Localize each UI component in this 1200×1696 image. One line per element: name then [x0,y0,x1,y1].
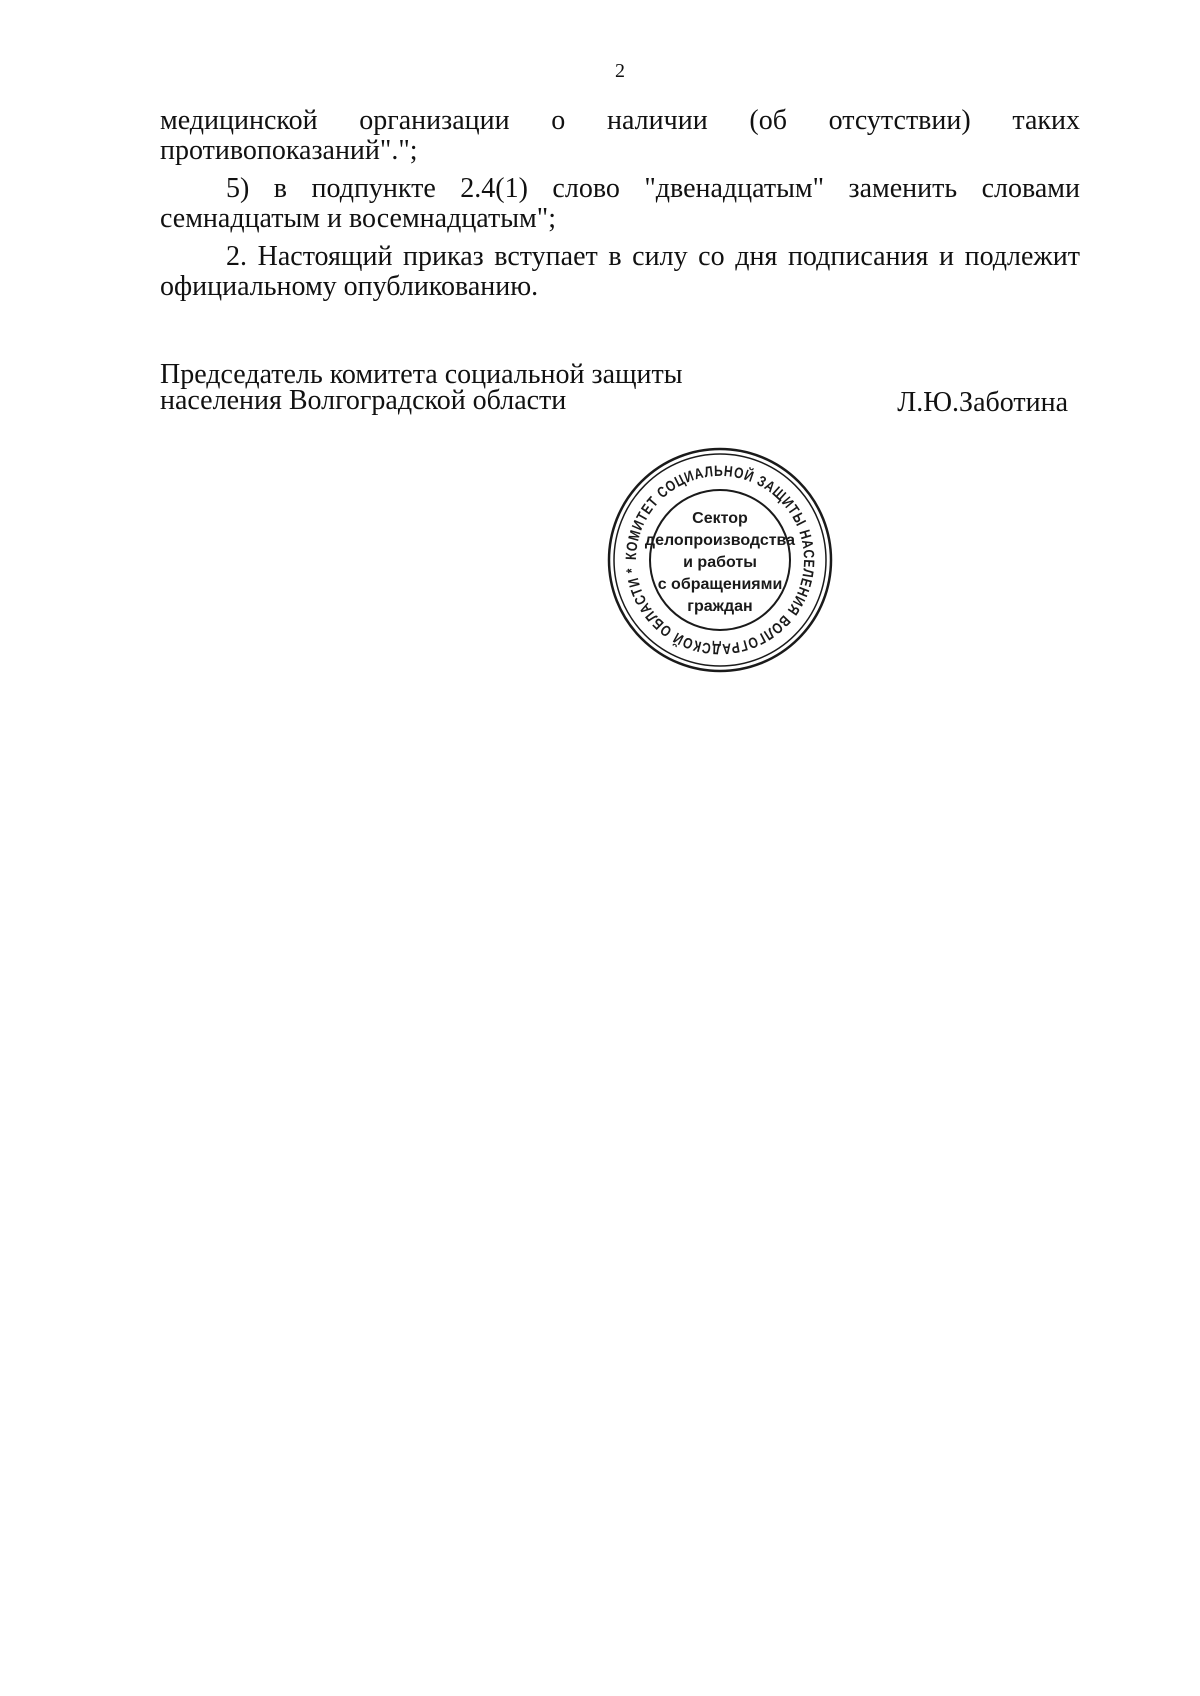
seal-ring-text: КОМИТЕТ СОЦИАЛЬНОЙ ЗАЩИТЫ НАСЕЛЕНИЯ ВОЛГОГРАДСКОЙ ОБЛАСТИ * [622,462,818,658]
official-seal [605,445,835,675]
signatory-position-line-1: Председатель комитета социальной защиты [160,359,683,390]
signatory-name: Л.Ю.Заботина [897,387,1068,418]
seal-center-line-5: граждан [687,598,753,615]
paragraph-continuation: медицинской организации о наличии (об отсутствии) таких противопоказаний"."; [160,105,1080,166]
seal-center-line-3: и работы [683,554,757,571]
signatory-position-line-2: населения Волгоградской области [160,385,567,416]
seal-center-line-2: делопроизводства [644,532,796,549]
signature-block [160,359,1080,418]
seal-center-line-1: Сектор [692,510,748,527]
seal-graphic [605,445,835,675]
paragraph-clause-2: 2. Настоящий приказ вступает в силу со дня подписания и подлежит официальному опубликованию. [160,241,1080,302]
paragraph-item-5: 5) в подпункте 2.4(1) слово "двенадцатым" заменить словами семнадцатым и восемнадцатым"; [160,173,1080,234]
page-number: 2 [615,60,625,82]
document-body [160,106,1080,310]
seal-center-line-4: с обращениями [657,576,783,593]
